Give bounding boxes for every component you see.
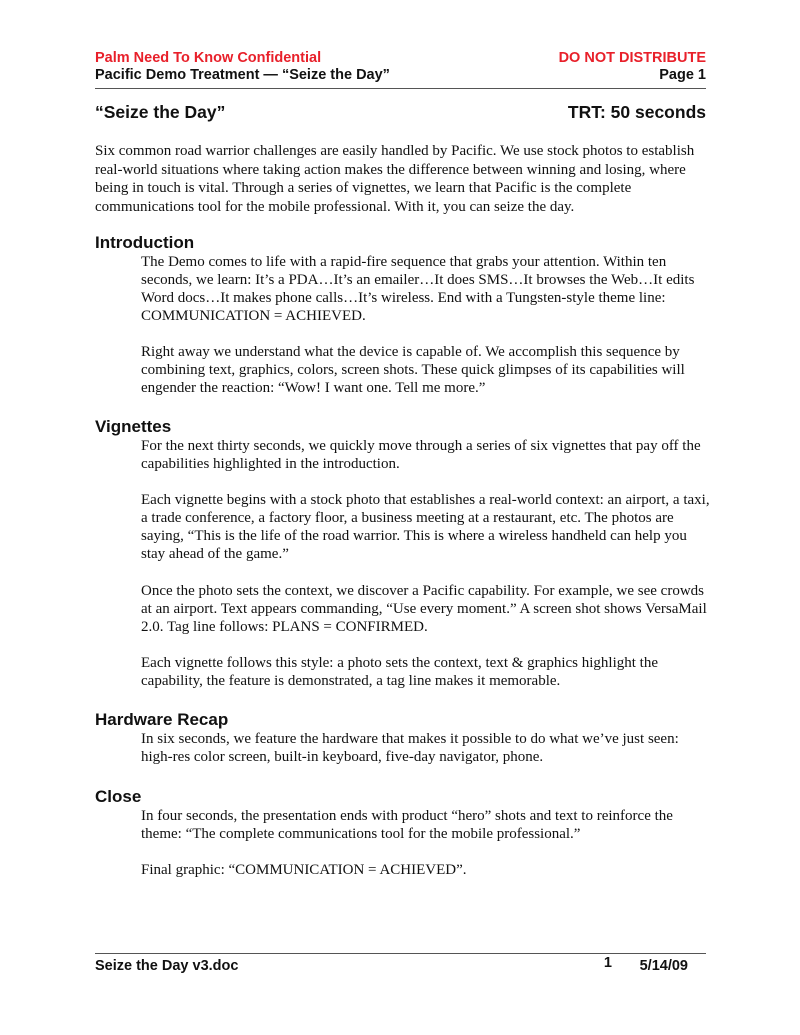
section-heading-close: Close xyxy=(95,787,142,806)
footer-divider xyxy=(95,953,706,954)
title-row xyxy=(95,102,706,123)
treatment-title: Pacific Demo Treatment — “Seize the Day” xyxy=(95,67,390,83)
page-footer xyxy=(95,955,706,974)
header-row-top xyxy=(95,50,706,66)
section-heading-hardware-recap: Hardware Recap xyxy=(95,710,229,729)
hardware-recap-paragraph: In six seconds, we feature the hardware that makes it possible to do what we’ve just seen: high-res color screen, built-in keyboard, five-day navigator, phone. xyxy=(141,731,679,765)
header-row-bottom xyxy=(95,67,706,83)
section-heading-introduction: Introduction xyxy=(95,233,195,252)
close-paragraph-1: In four seconds, the presentation ends with product “hero” shots and text to reinforce the theme: “The complete communications tool for the mobile professional.” xyxy=(141,808,673,842)
footer-date: 5/14/09 xyxy=(639,958,688,974)
introduction-paragraph-2: Right away we understand what the device is capable of. We accomplish this sequence by combining text, graphics, colors, screen shots. These quick glimpses of its capabilities will engender the reaction: “Wow! I want one. Tell me more.” xyxy=(141,344,685,396)
vignettes-paragraph-2: Each vignette begins with a stock photo that establishes a real-world context: an airport, a taxi, a trade conference, a factory floor, a business meeting at a restaurant, etc. The photos are saying, “This is the life of the road warrior. This is where a wireless handheld can help you stay ahead of the game.” xyxy=(141,492,710,562)
footer-page-number: 1 xyxy=(603,955,612,971)
intro-paragraph: Six common road warrior challenges are easily handled by Pacific. We use stock photos to establish real-world situations where taking action makes the difference between winning and losing, where being in touch is vital. Through a series of vignettes, we learn that Pacific is the complete communications tool for the mobile professional. With it, you can seize the day. xyxy=(95,143,695,215)
close-paragraph-2: Final graphic: “COMMUNICATION = ACHIEVED”. xyxy=(141,862,467,878)
vignettes-paragraph-1: For the next thirty seconds, we quickly move through a series of six vignettes that pay off the capabilities highlighted in the introduction. xyxy=(141,438,701,472)
section-heading-vignettes: Vignettes xyxy=(95,417,172,436)
footer-doc-name: Seize the Day v3.doc xyxy=(95,958,239,974)
header-divider xyxy=(95,88,706,89)
page-header xyxy=(95,50,706,83)
confidential-label: Palm Need To Know Confidential xyxy=(95,50,322,66)
introduction-paragraph-1: The Demo comes to life with a rapid-fire sequence that grabs your attention. Within ten seconds, we learn: It’s a PDA…It’s an emailer…It does SMS…It browses the Web…It edits Word docs…It makes phone calls…It’s wireless. End with a Tungsten-style theme line: COMMUNICATION = ACHIEVED. xyxy=(141,254,695,324)
vignettes-paragraph-3: Once the photo sets the context, we discover a Pacific capability. For example, we see crowds at an airport. Text appears commanding, “Use every moment.” A screen shot shows VersaMail 2.0. Tag line follows: PLANS = CONFIRMED. xyxy=(141,583,707,635)
document-title: “Seize the Day” xyxy=(95,102,226,122)
header-page-label: Page 1 xyxy=(659,67,706,83)
trt-label: TRT: 50 seconds xyxy=(567,102,706,122)
vignettes-paragraph-4: Each vignette follows this style: a photo sets the context, text & graphics highlight the capability, the feature is demonstrated, a tag line makes it memorable. xyxy=(141,655,658,689)
do-not-distribute-label: DO NOT DISTRIBUTE xyxy=(558,50,706,66)
